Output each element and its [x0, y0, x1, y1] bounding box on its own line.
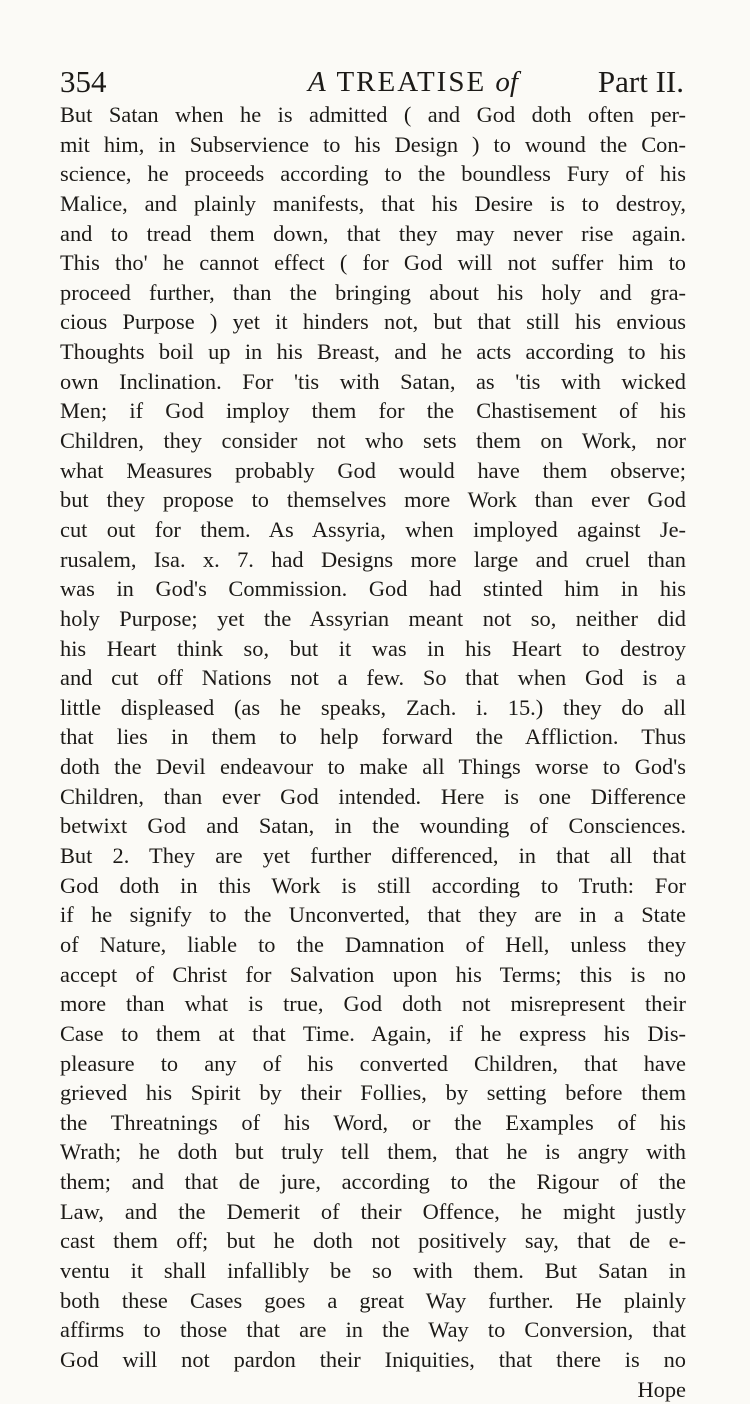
- text-line: God will not pardon their Iniquities, that there is no: [60, 1346, 686, 1372]
- text-line: little displeased (as he speaks, Zach. i. 15.) they do all: [60, 694, 686, 720]
- text-line: if he signify to the Unconverted, that they are in a State: [60, 902, 686, 928]
- text-line: Wrath; he doth but truly tell them, that he is angry with: [60, 1139, 686, 1165]
- text-line: them; and that de jure, according to the Rigour of the: [60, 1169, 686, 1195]
- text-line: Malice, and plainly manifests, that his Desire is to destroy,: [60, 190, 686, 216]
- text-line: Case to them at that Time. Again, if he express his Dis-: [60, 1020, 686, 1046]
- text-line: ventu it shall infallibly be so with them. But Satan in: [60, 1257, 686, 1283]
- text-line: both these Cases goes a great Way further. He plainly: [60, 1287, 686, 1313]
- text-line: cut out for them. As Assyria, when imployed against Je-: [60, 516, 686, 542]
- running-title-lead: A: [308, 66, 328, 98]
- text-line: grieved his Spirit by their Follies, by setting before them: [60, 1080, 686, 1106]
- text-line: rusalem, Isa. x. 7. had Designs more large and cruel than: [60, 546, 686, 572]
- text-line: what Measures probably God would have them observe;: [60, 457, 686, 483]
- running-title-main: TREATISE: [336, 66, 487, 98]
- text-line: that lies in them to help forward the Affliction. Thus: [60, 724, 686, 750]
- text-line: own Inclination. For 'tis with Satan, as 'tis with wicked: [60, 368, 686, 394]
- running-header: [60, 62, 688, 102]
- text-line: Children, they consider not who sets them on Work, nor: [60, 428, 686, 454]
- text-line: the Threatnings of his Word, or the Examples of his: [60, 1109, 686, 1135]
- text-line: God doth in this Work is still according to Truth: For: [60, 872, 686, 898]
- text-line: pleasure to any of his converted Children, that have: [60, 1050, 686, 1076]
- text-line: holy Purpose; yet the Assyrian meant not so, neither did: [60, 605, 686, 631]
- page-number: 354: [60, 64, 107, 99]
- text-line: Thoughts boil up in his Breast, and he acts according to his: [60, 339, 686, 365]
- running-title: [308, 66, 518, 99]
- text-line: doth the Devil endeavour to make all Things worse to God's: [60, 754, 686, 780]
- text-line: his Heart think so, but it was in his Heart to destroy: [60, 635, 686, 661]
- body-text: [60, 100, 686, 1404]
- text-line: This tho' he cannot effect ( for God will not suffer him to: [60, 250, 686, 276]
- text-line: proceed further, than the bringing about his holy and gra-: [60, 279, 686, 305]
- text-line: more than what is true, God doth not misrepresent their: [60, 991, 686, 1017]
- text-line: but they propose to themselves more Work than ever God: [60, 487, 686, 513]
- text-line: affirms to those that are in the Way to Conversion, that: [60, 1317, 686, 1343]
- text-line: and cut off Nations not a few. So that when God is a: [60, 665, 686, 691]
- text-line: mit him, in Subservience to his Design ) to wound the Con-: [60, 131, 686, 157]
- text-line: Children, than ever God intended. Here is one Difference: [60, 783, 686, 809]
- part-label: Part II.: [597, 64, 684, 99]
- text-line: cious Purpose ) yet it hinders not, but that still his envious: [60, 309, 686, 335]
- text-line: and to tread them down, that they may never rise again.: [60, 220, 686, 246]
- running-title-of: of: [495, 66, 518, 98]
- text-line: Hope: [637, 1376, 686, 1402]
- text-line: was in God's Commission. God had stinted him in his: [60, 576, 686, 602]
- text-line: accept of Christ for Salvation upon his Terms; this is no: [60, 961, 686, 987]
- text-line: But 2. They are yet further differenced, in that all that: [60, 843, 686, 869]
- text-line: Law, and the Demerit of their Offence, he might justly: [60, 1198, 686, 1224]
- text-line: cast them off; but he doth not positively say, that de e-: [60, 1228, 686, 1254]
- text-line: science, he proceeds according to the boundless Fury of his: [60, 161, 686, 187]
- text-line: of Nature, liable to the Damnation of Hell, unless they: [60, 931, 686, 957]
- text-line: Men; if God imploy them for the Chastisement of his: [60, 398, 686, 424]
- text-line: But Satan when he is admitted ( and God doth often per-: [60, 102, 686, 127]
- text-line: betwixt God and Satan, in the wounding of Consciences.: [60, 813, 686, 839]
